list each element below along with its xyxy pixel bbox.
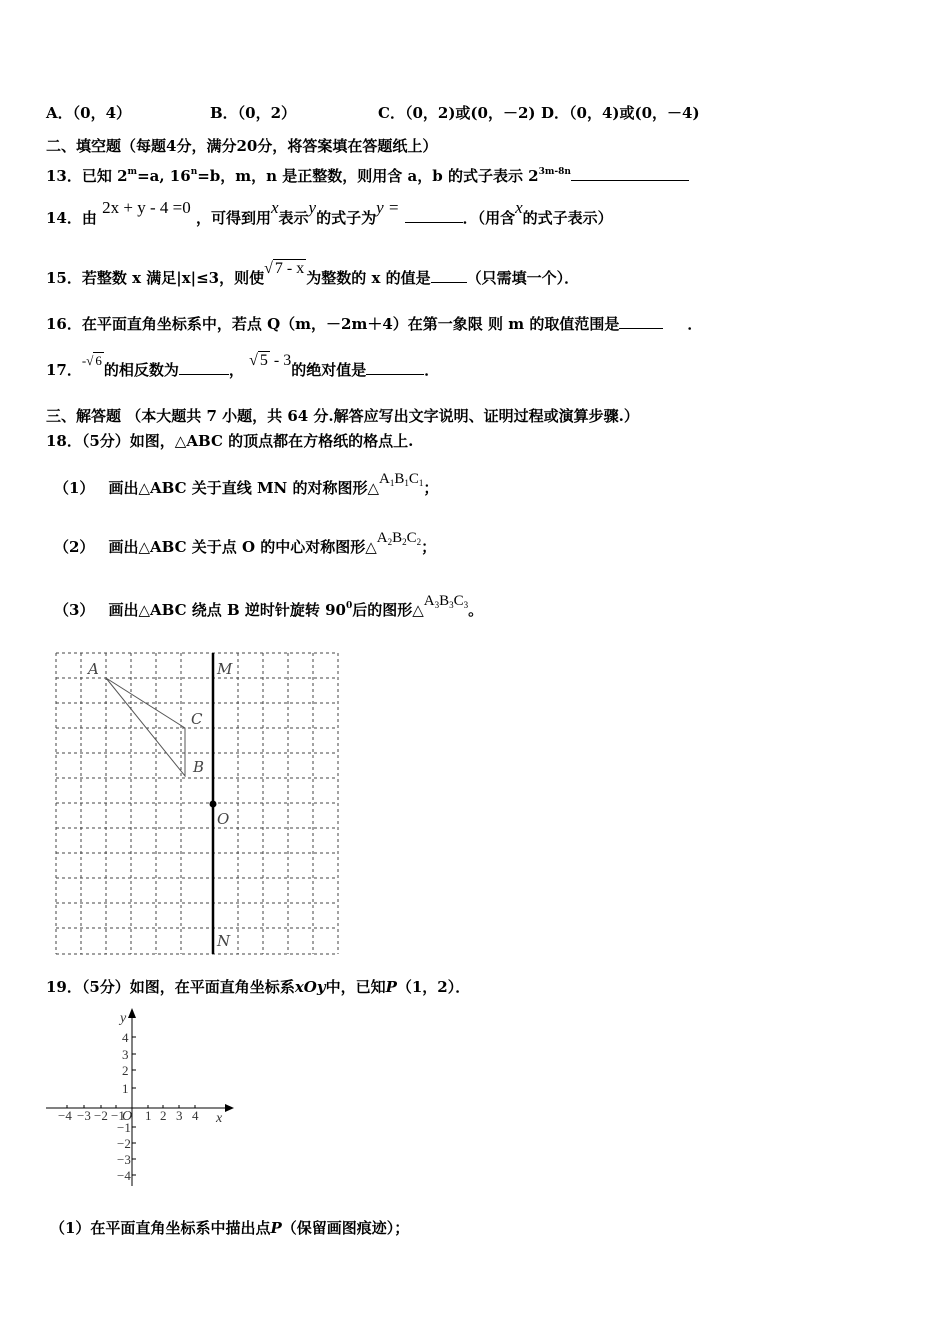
question-18: 18．（5分）如图，△ABC 的顶点都在方格纸的格点上.	[46, 432, 414, 450]
y-tick: 4	[122, 1030, 129, 1045]
option-d: D．（0，4)或(0，－4)	[541, 104, 700, 122]
q19-part1: （1）在平面直角坐标系中描出点P（保留画图痕迹）；	[50, 1219, 410, 1237]
answer-blank	[431, 268, 467, 283]
y-tick: 3	[122, 1047, 129, 1062]
question-15: 15．若整数 x 满足|x|≤3，则使√ 7 - x为整数的 x 的值是 （只需填一个）．	[46, 260, 580, 287]
y-axis-label: y	[120, 1011, 127, 1026]
x-axis-label: x	[216, 1111, 223, 1126]
y-tick: −2	[117, 1136, 131, 1151]
x-tick: 1	[145, 1108, 152, 1123]
y-tick: −3	[117, 1152, 131, 1167]
answer-blank	[366, 360, 424, 375]
x-tick: 4	[192, 1108, 199, 1123]
x-tick: 2	[160, 1108, 167, 1123]
label-c: C	[191, 710, 203, 728]
question-14: 14．由 2x + y - 4 =0 ，可得到用x表示y的式子为y = ．（用含x的式子表示）	[46, 198, 613, 227]
y-tick: 1	[122, 1081, 129, 1096]
answer-blank	[571, 166, 689, 181]
label-o: O	[217, 810, 230, 828]
y-tick: −4	[117, 1168, 131, 1183]
y-tick: −1	[117, 1120, 131, 1135]
label-b: B	[193, 758, 205, 776]
origin-label: O	[122, 1109, 133, 1124]
label-n: N	[217, 932, 231, 950]
x-tick: 3	[176, 1108, 183, 1123]
question-13: 13．已知 $2^m=a$, $16^n=b$，m，n 是正整数，则用含 a，b 的式子表示 $2^{3m-8n}$	[46, 162, 689, 186]
y-tick: 2	[122, 1063, 129, 1078]
axes-figure	[42, 1006, 242, 1192]
section2-title: 二、填空题（每题4分，满分20分，将答案填在答题纸上）	[46, 137, 438, 155]
q18-part2: （2） 画出△ABC 关于点 O 的中心对称图形$\triangle A_2B_2C_2$；	[54, 530, 437, 556]
x-tick: −2	[94, 1108, 108, 1123]
answer-blank	[179, 360, 229, 375]
question-19: 19．（5分）如图，在平面直角坐标系xOy中，已知P（1，2）．	[46, 978, 471, 996]
question-17: 17．-√ 6的相反数为 ， √ 5 - 3的绝对值是 ．	[46, 352, 440, 379]
equation: 2x + y - 4 =0	[102, 198, 191, 217]
option-a: A．（0，4）	[46, 104, 132, 122]
label-a: A	[88, 660, 99, 678]
question-16: 16．在平面直角坐标系中，若点 Q（m，－2m＋4）在第一象限 则 m 的取值范围是 ．	[46, 315, 703, 333]
x-tick: −3	[77, 1108, 91, 1123]
x-tick: −4	[58, 1108, 72, 1123]
grid-figure	[50, 648, 350, 960]
q18-part3: （3） 画出△ABC 绕点 B 逆时针旋转 $90^0$后的图形$\triangle A_3B_3C_3$。	[54, 593, 484, 619]
answer-blank	[405, 208, 463, 223]
option-c: C．（0，2)或(0，－2)	[378, 104, 536, 122]
option-b: B．（0，2）	[210, 104, 297, 122]
x-tick: −1	[111, 1108, 125, 1123]
label-m: M	[217, 660, 233, 678]
q18-part1: （1） 画出△ABC 关于直线 MN 的对称图形$\triangle A_1B_1C_1$；	[54, 471, 439, 497]
answer-blank	[619, 314, 663, 329]
section3-title: 三、解答题 （本大题共 7 小题，共 64 分.解答应写出文字说明、证明过程或演算步骤.）	[46, 407, 639, 425]
